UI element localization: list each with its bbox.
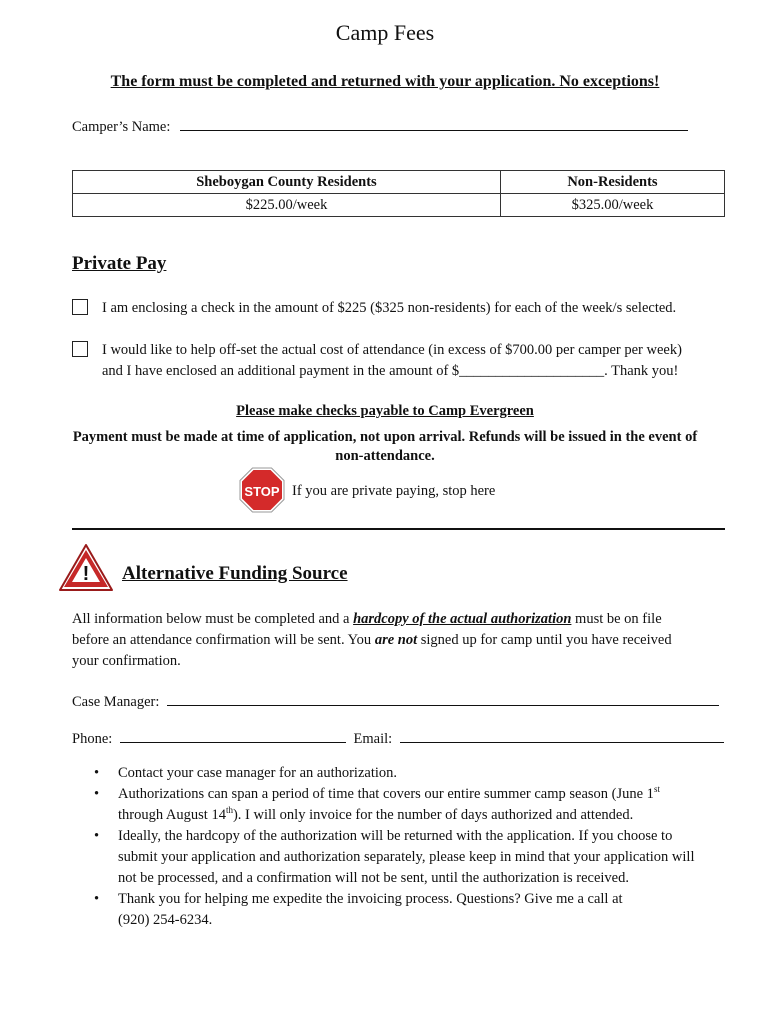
- bullet-3-line-3: not be processed, and a confirmation will not be sent, until the authorization is received.: [118, 870, 629, 886]
- table-row: [73, 194, 725, 217]
- hardcopy-emphasis: hardcopy of the actual authorization: [353, 611, 572, 627]
- stop-sign-icon: [239, 467, 285, 513]
- email-field[interactable]: [400, 728, 724, 743]
- phone-email-row: [72, 728, 724, 748]
- bullet-glyph: •: [94, 786, 100, 802]
- private-pay-option-1: [72, 298, 732, 320]
- list-item: [72, 826, 732, 889]
- table-row: [73, 171, 725, 194]
- bullet-glyph: •: [94, 828, 100, 844]
- bullet-glyph: •: [94, 891, 100, 907]
- phone-label: Phone:: [72, 731, 113, 747]
- residents-header: Sheboygan County Residents: [73, 171, 501, 194]
- payment-note-line2: non-attendance.: [335, 448, 435, 464]
- private-pay-option-2: [72, 340, 732, 384]
- email-label: Email:: [353, 731, 393, 747]
- bullet-4-line-2: (920) 254-6234.: [118, 912, 213, 928]
- case-manager-field[interactable]: [167, 691, 719, 706]
- list-item: [72, 763, 732, 784]
- stop-sign-text: STOP: [244, 484, 280, 499]
- check-option-1-checkbox[interactable]: [72, 299, 88, 315]
- section-divider: [72, 528, 725, 530]
- list-item: [72, 889, 732, 931]
- camper-name-label: Camper’s Name:: [72, 119, 171, 135]
- option-2-text-line2: and I have enclosed an additional payment in the amount of $____________________. Thank you!: [102, 363, 679, 379]
- bullet-2-text-c: ). I will only invoice for the number of days authorized and attended.: [232, 807, 634, 823]
- para-part-g: your confirmation.: [72, 653, 181, 669]
- case-manager-label: Case Manager:: [72, 694, 160, 710]
- non-residents-fee: $325.00/week: [500, 194, 724, 217]
- para-part-d: before an attendance confirmation will be sent. You: [72, 632, 372, 648]
- bullet-glyph: •: [94, 765, 100, 781]
- camper-name-row: [72, 116, 688, 136]
- instructions-list: [72, 763, 732, 931]
- bullet-2-sup-2: th: [225, 805, 233, 816]
- residents-fee: $225.00/week: [73, 194, 501, 217]
- payment-note-line1: Payment must be made at time of application, not upon arrival. Refunds will be issued in the event of: [72, 429, 698, 445]
- bullet-1-text: Contact your case manager for an authorization.: [118, 765, 398, 781]
- payable-note: Please make checks payable to Camp Evergreen: [236, 403, 534, 419]
- warning-glyph: !: [82, 563, 90, 585]
- bullet-4-line-1: Thank you for helping me expedite the invoicing process. Questions? Give me a call at: [118, 891, 623, 907]
- private-pay-heading: Private Pay: [72, 253, 167, 274]
- stop-message: If you are private paying, stop here: [292, 483, 496, 499]
- bullet-2-sup-1: st: [653, 784, 660, 795]
- alt-funding-heading: Alternative Funding Source: [122, 563, 348, 584]
- fees-table: [72, 170, 725, 217]
- bullet-3-line-2: submit your application and authorization separately, please keep in mind that your application will: [118, 849, 695, 865]
- non-residents-header: Non-Residents: [500, 171, 724, 194]
- para-part-a: All information below must be completed and a: [72, 611, 350, 627]
- page-title: Camp Fees: [335, 20, 435, 45]
- warning-icon: [58, 543, 114, 593]
- bullet-2-text-b: through August 14: [118, 807, 226, 823]
- alt-funding-paragraph: [72, 609, 732, 672]
- para-part-c: must be on file: [575, 611, 662, 627]
- case-manager-row: [72, 691, 719, 711]
- phone-field[interactable]: [120, 728, 346, 743]
- option-1-text: I am enclosing a check in the amount of $225 ($325 non-residents) for each of the week/s selected.: [102, 300, 677, 316]
- para-part-f: signed up for camp until you have received: [420, 632, 672, 648]
- camper-name-field[interactable]: [180, 116, 688, 131]
- option-2-text-line1: I would like to help off-set the actual cost of attendance (in excess of $700.00 per camper per week): [102, 342, 682, 358]
- list-item: [72, 784, 732, 826]
- are-not-emphasis: are not: [374, 632, 418, 648]
- donation-option-checkbox[interactable]: [72, 341, 88, 357]
- bullet-3-line-1: Ideally, the hardcopy of the authorization will be returned with the application. If you choose to: [118, 828, 673, 844]
- bullet-2-text-a: Authorizations can span a period of time that covers our entire summer camp season (June 1: [118, 786, 654, 802]
- form-notice: The form must be completed and returned with your application. No exceptions!: [110, 73, 660, 90]
